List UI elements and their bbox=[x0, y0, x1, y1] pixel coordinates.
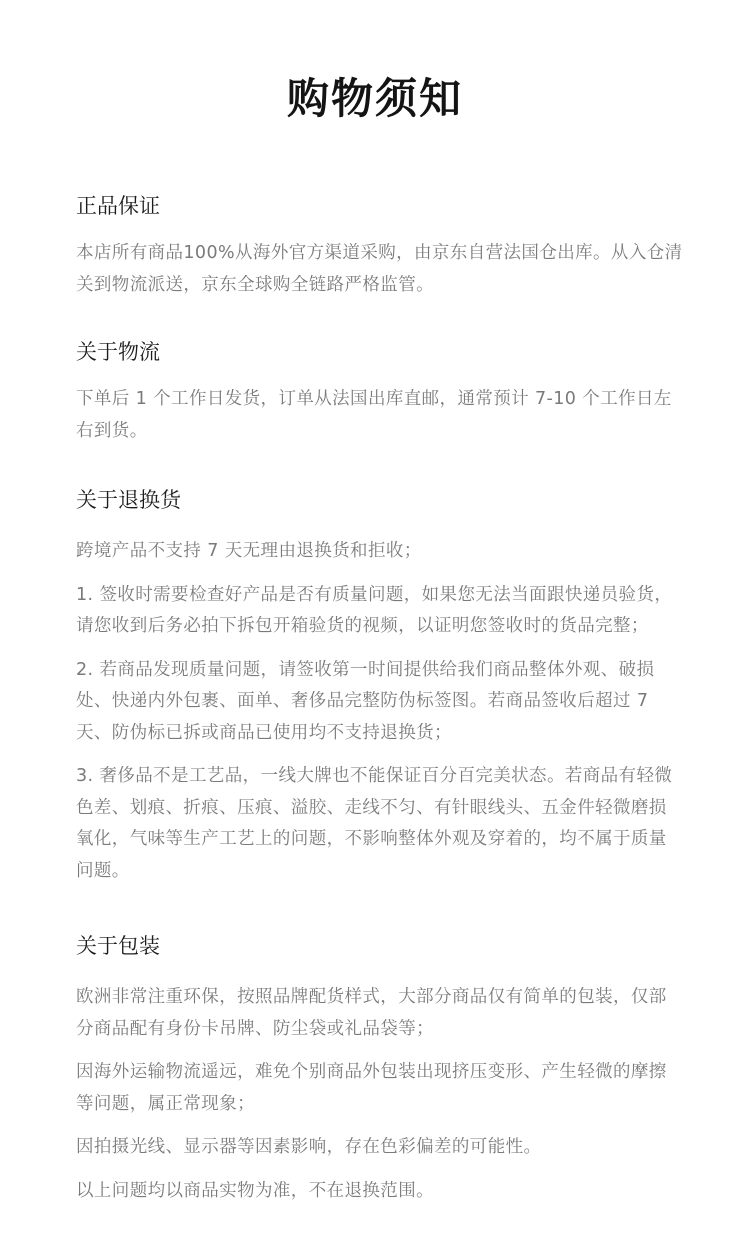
section-logistics bbox=[76, 336, 684, 447]
section-heading: 关于退换货 bbox=[76, 488, 181, 512]
section-paragraph: 以上问题均以商品实物为准，不在退换范围。 bbox=[76, 1180, 434, 1201]
section-paragraph: 3. 奢侈品不是工艺品，一线大牌也不能保证百分百完美状态。若商品有轻微色差、划痕、折痕、压痕、溢胶、走线不匀、有针眼线头、五金件轻微磨损氧化，气味等生产工艺上的问题，不影响整体外观及穿着的，均不属于质量问题。 bbox=[76, 766, 673, 881]
section-paragraph: 下单后 1 个工作日发货，订单从法国出库直邮，通常预计 7-10 个工作日左右到货。 bbox=[76, 389, 672, 441]
section-heading: 关于包装 bbox=[76, 934, 160, 958]
section-paragraph: 因拍摄光线、显示器等因素影响，存在色彩偏差的可能性。 bbox=[76, 1137, 542, 1157]
section-heading: 关于物流 bbox=[76, 340, 160, 364]
section-paragraph: 欧洲非常注重环保，按照品牌配货样式，大部分商品仅有简单的包装，仅部分商品配有身份卡吊牌、防尘袋或礼品袋等； bbox=[76, 987, 667, 1039]
section-authentic-guarantee bbox=[76, 190, 684, 301]
section-paragraph: 因海外运输物流遥远，难免个别商品外包装出现挤压变形、产生轻微的摩擦等问题，属正常现象； bbox=[76, 1062, 667, 1114]
section-packaging bbox=[76, 930, 684, 1219]
section-paragraph: 本店所有商品100%从海外官方渠道采购，由京东自营法国仓出库。从入仓清关到物流派送，京东全球购全链路严格监管。 bbox=[76, 243, 683, 295]
section-returns bbox=[76, 484, 684, 899]
section-paragraph: 2. 若商品发现质量问题，请签收第一时间提供给我们商品整体外观、破损处、快递内外包裹、面单、奢侈品完整防伪标签图。若商品签收后超过 7 天、防伪标已拆或商品已使用均不支持退换货； bbox=[76, 659, 655, 743]
page-title: 购物须知 bbox=[286, 74, 463, 123]
section-paragraph: 跨境产品不支持 7 天无理由退换货和拒收； bbox=[76, 541, 422, 561]
section-heading: 正品保证 bbox=[76, 194, 160, 218]
section-paragraph: 1. 签收时需要检查好产品是否有质量问题，如果您无法当面跟快递员验货，请您收到后务必拍下拆包开箱验货的视频，以证明您签收时的货品完整； bbox=[76, 584, 673, 636]
